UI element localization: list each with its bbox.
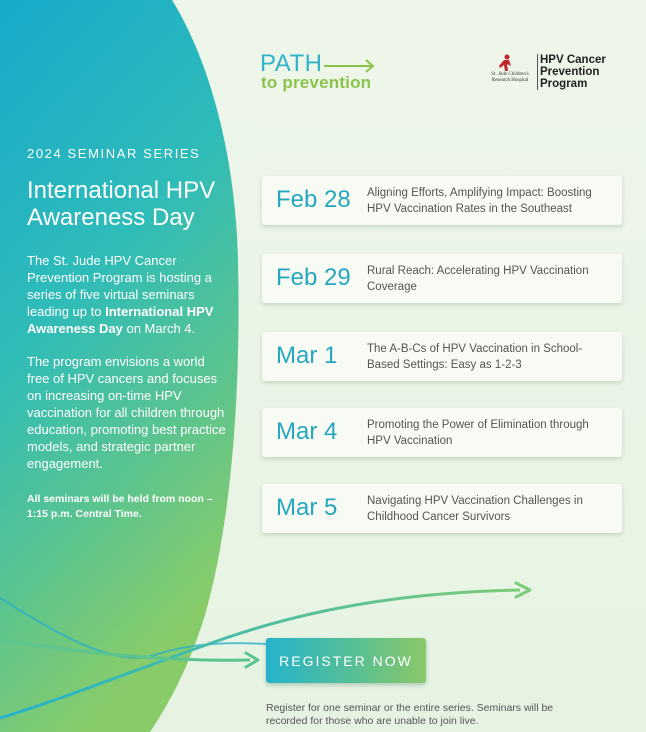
seminar-date: Feb 29 (276, 264, 351, 291)
intro-paragraph (27, 252, 223, 337)
page-title: International HPV Awareness Day (27, 177, 216, 231)
seminar-card (262, 484, 622, 533)
seminar-card (262, 332, 622, 381)
program-name-line: HPV Cancer (540, 54, 606, 66)
schedule-note: All seminars will be held from noon – 1:15 p.m. Central Time. (27, 493, 213, 520)
path-to-prevention-logo (260, 50, 390, 95)
seminar-date: Mar 4 (276, 418, 338, 445)
registration-note: Register for one seminar or the entire series. Seminars will be recorded for those who are unable to join live. (266, 702, 554, 727)
register-now-button[interactable]: REGISTER NOW (266, 638, 426, 683)
intro-emphasis: International HPV Awareness Day (27, 304, 214, 336)
seminar-topic: Aligning Efforts, Amplifying Impact: Boosting HPV Vaccination Rates in the Southeast (367, 187, 592, 215)
seminar-topic: Promoting the Power of Elimination through HPV Vaccination (367, 419, 589, 447)
logo-prevention-word: to prevention (261, 73, 372, 92)
hospital-name: St. Jude Children's Research Hospital (491, 72, 529, 83)
program-name (540, 54, 606, 90)
seminar-card (262, 408, 622, 457)
seminar-date: Feb 28 (276, 186, 351, 213)
logo-divider (537, 54, 538, 90)
program-name-line: Program (540, 78, 588, 90)
arrow-right-icon (324, 54, 384, 74)
logo-path-word: PATH (260, 50, 323, 77)
seminar-date: Mar 1 (276, 342, 338, 369)
seminar-topic: The A-B-Cs of HPV Vaccination in School-Based Settings: Easy as 1-2-3 (367, 343, 583, 371)
child-silhouette-icon (498, 54, 512, 72)
program-name-line: Prevention (540, 66, 600, 78)
seminar-topic: Navigating HPV Vaccination Challenges in Childhood Cancer Survivors (367, 495, 583, 523)
seminar-card (262, 254, 622, 303)
mission-paragraph: The program envisions a world free of HPV cancers and focuses on increasing on-time HPV vaccination for all children through education, promoting best practice models, and strategic partner engagement. (27, 354, 226, 471)
st-jude-logo (486, 54, 616, 90)
intro-text: The St. Jude HPV Cancer Prevention Program is hosting a series of five virtual seminars leading up to (27, 253, 212, 319)
seminar-topic: Rural Reach: Accelerating HPV Vaccination Coverage (367, 265, 589, 293)
seminar-date: Mar 5 (276, 494, 338, 521)
series-label: 2024 SEMINAR SERIES (27, 146, 201, 161)
intro-text: on March 4. (122, 321, 196, 336)
seminar-card (262, 176, 622, 225)
